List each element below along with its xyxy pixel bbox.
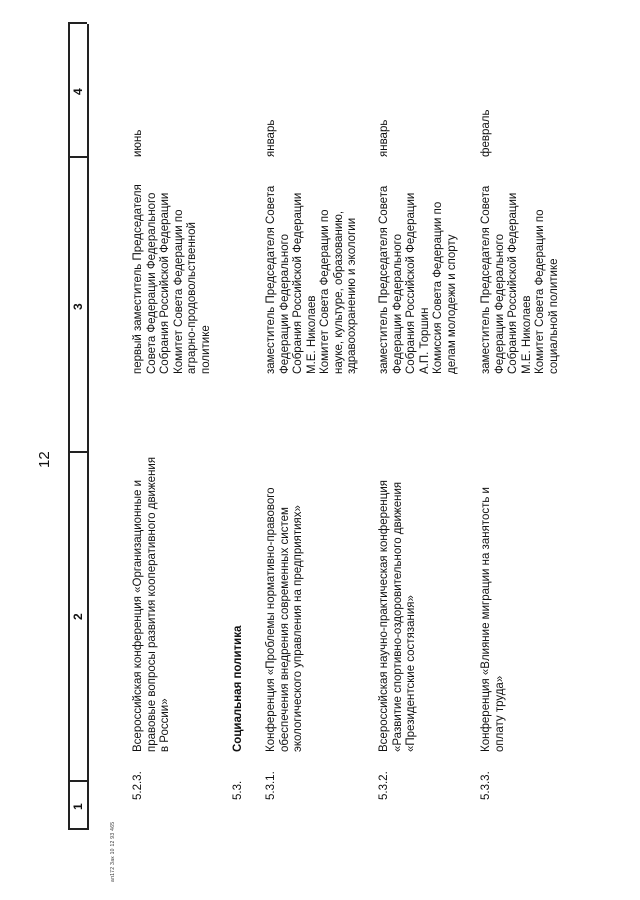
row-responsible: первый заместитель Председателя Совета Федерации Федерального Собрания Российской Федерации Комитет Совета Федерации по аграрно-продовольственной политике (132, 184, 212, 374)
row-responsible: заместитель Председателя Совета Федерации Федерального Собрания Российской Федерации М.Е. Николаев Комитет Совета Федерации по науке, культуре, образованию, здравоохранению и экологии (265, 185, 358, 374)
print-footnote: ап172 Зак 10 12 93 465 (110, 821, 116, 882)
section-title: Социальная политика (232, 625, 244, 752)
row-responsible: заместитель Председателя Совета Федерации Федерального Собрания Российской Федерации А.П. Торшин Комиссия Совета Федерации по делам молодежи и спорту (378, 185, 458, 374)
row-month: январь (378, 119, 390, 157)
row-number: 5.3.2. (378, 771, 390, 800)
column-divider-3 (68, 157, 87, 159)
row-month: январь (265, 119, 277, 157)
row-month: июнь (132, 129, 144, 157)
column-header-3: 3 (71, 303, 85, 310)
row-title: Всероссийская научно-практическая конференция «Развитие спортивно-оздоровительного движения «Президентские состязания» (378, 480, 417, 752)
row-number: 5.3.1. (265, 771, 277, 800)
section-number: 5.3. (232, 780, 244, 800)
row-title: Всероссийская конференция «Организационные и правовые вопросы развития кооперативного движения в России» (132, 456, 171, 752)
column-divider-1 (68, 781, 87, 783)
table-top-border (68, 24, 70, 830)
column-header-2: 2 (71, 613, 85, 620)
row-responsible: заместитель Председателя Совета Федерации Федерального Собрания Российской Федерации М.Е. Николаев Комитет Совета Федерации по социальной политике (480, 185, 560, 374)
row-number: 5.3.3. (480, 771, 492, 800)
table-right-border (68, 23, 87, 25)
row-month: февраль (480, 109, 492, 157)
page-number: 12 (36, 451, 53, 468)
row-number: 5.2.3. (132, 771, 144, 800)
table-left-border (68, 829, 87, 831)
table-header-border (87, 24, 89, 830)
row-title: Конференция «Влияние миграции на занятость и оплату труда» (480, 487, 506, 752)
column-header-4: 4 (71, 88, 85, 95)
column-header-1: 1 (71, 803, 85, 810)
column-divider-2 (68, 452, 87, 454)
row-title: Конференция «Проблемы нормативно-правового обеспечения внедрения современных систем экологического управления на предприятиях» (265, 487, 304, 752)
